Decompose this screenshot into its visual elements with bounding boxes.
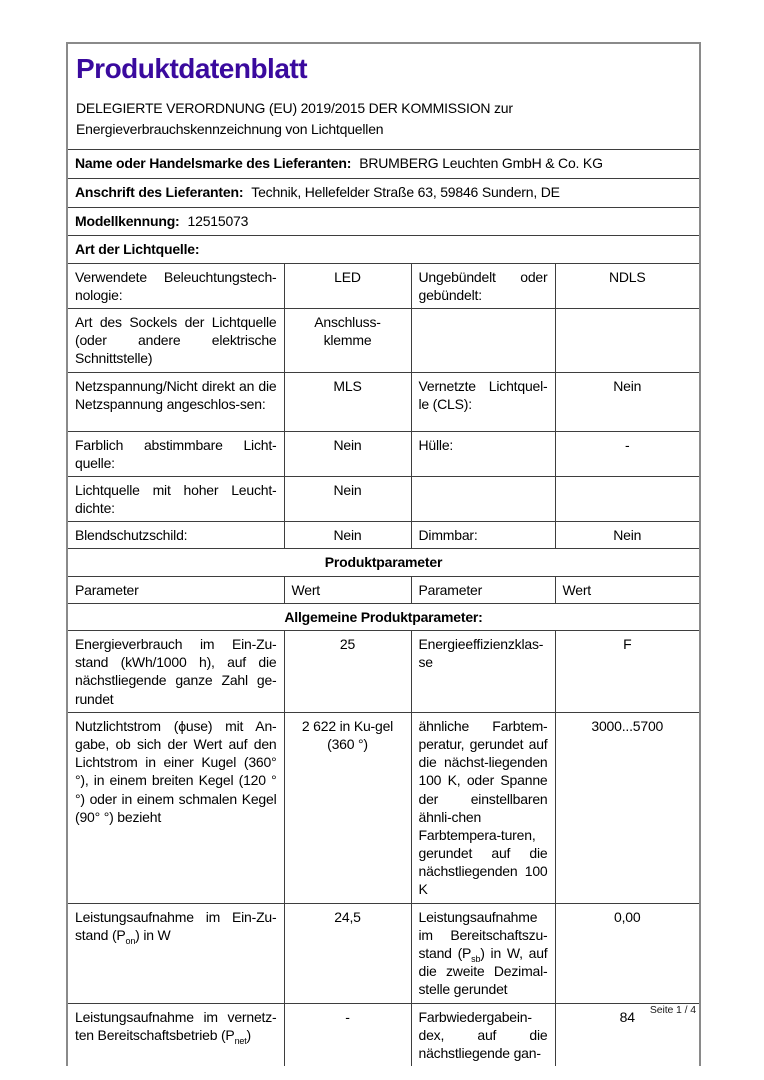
- subsection-label: Allgemeine Produktparameter:: [67, 603, 700, 630]
- supplier-address-cell: [67, 179, 700, 208]
- value-cell: -: [284, 1003, 411, 1066]
- page-title: Produktdatenblatt: [76, 53, 308, 84]
- param-text: Leistungsaufnahme im Bereitschaftszu-stand (P: [418, 908, 548, 962]
- column-header: Parameter: [67, 576, 284, 603]
- product-params-title: Produktparameter: [67, 549, 700, 576]
- table-row: [67, 712, 700, 903]
- value-cell: 25: [284, 631, 411, 713]
- param-cell: Farblich abstimmbare Licht-quelle:: [67, 431, 284, 476]
- param-cell: Dimmbar:: [411, 522, 555, 549]
- param-text: ) in W: [135, 926, 171, 943]
- value-cell: 3000...5700: [555, 712, 700, 903]
- value-cell: Nein: [284, 522, 411, 549]
- value-cell: Nein: [555, 372, 700, 431]
- title-row: [67, 43, 700, 150]
- value-cell: F: [555, 631, 700, 713]
- value-cell: Nein: [555, 522, 700, 549]
- param-text: Leistungsaufnahme im Ein-Zu-stand (P: [75, 908, 277, 943]
- supplier-name-row: [67, 150, 700, 179]
- model-id-row: [67, 208, 700, 236]
- supplier-name-label: Name oder Handelsmarke des Lieferanten:: [75, 155, 352, 172]
- value-cell: Nein: [284, 476, 411, 521]
- column-header: Parameter: [411, 576, 555, 603]
- regulation-subtitle: DELEGIERTE VERORDNUNG (EU) 2019/2015 DER KOMMISSION zur Energieverbrauchskennzeichnung von Lichtquellen: [76, 100, 513, 138]
- table-row: [67, 308, 700, 372]
- value-cell: 84: [555, 1003, 700, 1066]
- param-cell: Lichtquelle mit hoher Leucht-dichte:: [67, 476, 284, 521]
- param-cell: Farbwiedergabein-dex, auf die nächstliegende gan-: [411, 1003, 555, 1066]
- param-cell: Verwendete Beleuchtungstech-nologie:: [67, 263, 284, 308]
- value-cell: -: [555, 431, 700, 476]
- param-text: Leistungsaufnahme im vernetz-ten Bereitschaftsbetrieb (P: [75, 1008, 277, 1043]
- param-cell: Nutzlichtstrom (ϕuse) mit An-gabe, ob sich der Wert auf den Lichtstrom in einer Kugel (360° °), in einem breiten Kegel (120 °°) oder in einem schmalen Kegel (90° °) bezieht: [67, 712, 284, 903]
- light-source-section-cell: [67, 236, 700, 263]
- model-id-cell: [67, 208, 700, 236]
- table-row: [67, 903, 700, 1003]
- light-source-section-row: [67, 236, 700, 263]
- value-cell: 0,00: [555, 903, 700, 1003]
- supplier-name-cell: [67, 150, 700, 179]
- param-text: ) in W, auf die zweite Dezimal-stelle gerundet: [418, 945, 548, 998]
- supplier-address-value: Technik, Hellefelder Straße 63, 59846 Sundern, DE: [251, 184, 560, 201]
- value-cell: Nein: [284, 431, 411, 476]
- param-cell: Energieeffizienzklas-se: [411, 631, 555, 713]
- param-cell: Blendschutzschild:: [67, 522, 284, 549]
- table-row: [67, 263, 700, 308]
- param-cell: Vernetzte Lichtquel-le (CLS):: [411, 372, 555, 431]
- param-cell: Energieverbrauch im Ein-Zu-stand (kWh/1000 h), auf die nächstliegende ganze Zahl ge-rundet: [67, 631, 284, 713]
- value-cell: 2 622 in Ku-gel (360 °): [284, 712, 411, 903]
- supplier-address-label: Anschrift des Lieferanten:: [75, 184, 244, 201]
- table-row-truncated: [67, 1003, 700, 1066]
- subscript: on: [125, 935, 136, 946]
- value-cell: 24,5: [284, 903, 411, 1003]
- table-row: [67, 522, 700, 549]
- page-number: Seite 1 / 4: [649, 1004, 696, 1016]
- supplier-name-value: BRUMBERG Leuchten GmbH & Co. KG: [359, 155, 603, 172]
- supplier-address-row: [67, 179, 700, 208]
- model-id-label: Modellkennung:: [75, 213, 180, 230]
- param-cell: [411, 476, 555, 521]
- subscript: sb: [471, 953, 481, 964]
- param-cell: Ungebündelt oder gebündelt:: [411, 263, 555, 308]
- param-cell: [67, 903, 284, 1003]
- param-cell: ähnliche Farbtem-peratur, gerundet auf die nächst-liegenden 100 K, oder Spanne der einstellbaren ähnli-chen Farbtempera-turen, gerundet auf die nächstliegenden 100 K: [411, 712, 555, 903]
- value-cell: LED: [284, 263, 411, 308]
- product-params-title-row: [67, 549, 700, 576]
- document-page: [66, 42, 699, 1066]
- table-row: [67, 476, 700, 521]
- table-row: [67, 631, 700, 713]
- table-row: [67, 372, 700, 431]
- value-cell: [555, 476, 700, 521]
- column-header-row: [67, 576, 700, 603]
- subsection-row: [67, 603, 700, 630]
- column-header: Wert: [284, 576, 411, 603]
- light-source-section-label: Art der Lichtquelle:: [75, 241, 200, 258]
- param-text: ): [246, 1026, 251, 1043]
- table-row: [67, 431, 700, 476]
- param-cell: Art des Sockels der Lichtquelle (oder andere elektrische Schnittstelle): [67, 308, 284, 372]
- title-cell: [67, 43, 700, 150]
- value-cell: NDLS: [555, 263, 700, 308]
- model-id-value: 12515073: [187, 213, 249, 230]
- subscript: net: [234, 1035, 247, 1046]
- datasheet-table: [66, 42, 701, 1066]
- value-cell: MLS: [284, 372, 411, 431]
- param-cell: Hülle:: [411, 431, 555, 476]
- value-cell: Anschluss-klemme: [284, 308, 411, 372]
- column-header: Wert: [555, 576, 700, 603]
- param-cell: Netzspannung/Nicht direkt an die Netzspannung angeschlos-sen:: [67, 372, 284, 431]
- param-cell: [411, 308, 555, 372]
- value-cell: [555, 308, 700, 372]
- param-cell: [411, 903, 555, 1003]
- param-cell: [67, 1003, 284, 1066]
